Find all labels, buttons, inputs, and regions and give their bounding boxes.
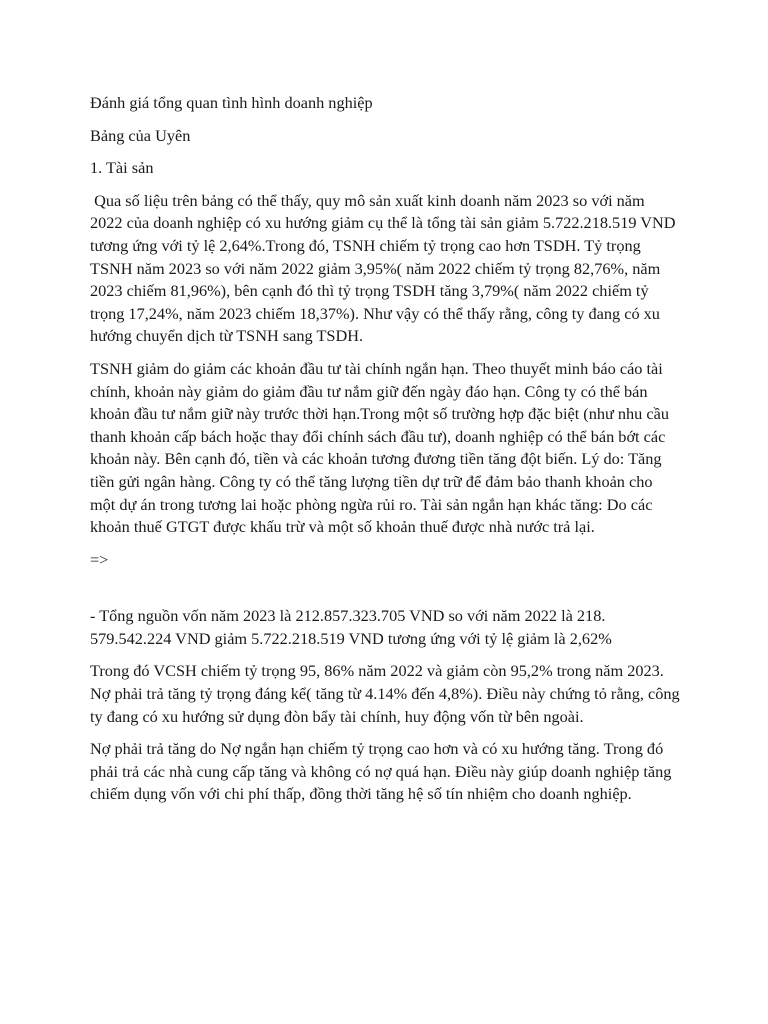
blank-line	[90, 581, 680, 605]
paragraph-short-term-assets: TSNH giảm do giảm các khoản đầu tư tài chính ngắn hạn. Theo thuyết minh báo cáo tài chính, khoản này giảm do giảm đầu tư nắm giữ đến ngày đáo hạn. Công ty có thể bán khoản đầu tư nắm giữ này trước thời hạn.Trong một số trường hợp đặc biệt (như nhu cầu thanh khoản cấp bách hoặc thay đổi chính sách đầu tư), doanh nghiệp có thể bán bớt các khoản này. Bên cạnh đó, tiền và các khoản tương đương tiền tăng đột biến. Lý do: Tăng tiền gửi ngân hàng. Công ty có thể tăng lượng tiền dự trữ để đảm bảo thanh khoản cho một dự án trong tương lai hoặc phòng ngừa rủi ro. Tài sản ngắn hạn khác tăng: Do các khoản thuế GTGT được khấu trừ và một số khoản thuế được nhà nước trả lại.	[90, 358, 669, 537]
author-line: Bảng của Uyên	[90, 125, 191, 145]
paragraph-total-capital: - Tổng nguồn vốn năm 2023 là 212.857.323.705 VND so với năm 2022 là 218. 579.542.224 VND giảm 5.722.218.519 VND tương ứng với tỷ lệ giảm là 2,62%	[90, 606, 612, 648]
section-heading-assets: 1. Tài sản	[90, 158, 154, 178]
document-page	[90, 92, 680, 816]
paragraph-liabilities-increase: Nợ phải trả tăng do Nợ ngắn hạn chiếm tỷ trọng cao hơn và có xu hướng tăng. Trong đó phải trả các nhà cung cấp tăng và không có nợ quá hạn. Điều này giúp doanh nghiệp tăng chiếm dụng vốn với chi phí thấp, đồng thời tăng hệ số tín nhiệm cho doanh nghiệp.	[90, 739, 672, 804]
paragraph-asset-overview: Qua số liệu trên bảng có thể thấy, quy mô sản xuất kinh doanh năm 2023 so với năm 2022 của doanh nghiệp có xu hướng giảm cụ thể là tổng tài sản giảm 5.722.218.519 VND tương ứng với tỷ lệ 2,64%.Trong đó, TSNH chiếm tỷ trọng cao hơn TSDH. Tỷ trọng TSNH năm 2023 so với năm 2022 giảm 3,95%( năm 2022 chiếm tỷ trọng 82,76%, năm 2023 chiếm 81,96%), bên cạnh đó thì tỷ trọng TSDH tăng 3,79%( năm 2022 chiếm tỷ trọng 17,24%, năm 2023 chiếm 18,37%). Như vậy có thể thấy rằng, công ty đang có xu hướng chuyển dịch từ TSNH sang TSDH.	[90, 190, 680, 346]
document-title: Đánh giá tổng quan tình hình doanh nghiệp	[90, 93, 373, 112]
arrow-conclusion: =>	[90, 549, 109, 569]
paragraph-equity-liabilities: Trong đó VCSH chiếm tỷ trọng 95, 86% năm 2022 và giảm còn 95,2% trong năm 2023. Nợ phải trả tăng tỷ trọng đáng kể( tăng từ 4.14% đến 4,8%). Điều này chứng tỏ rằng, công ty đang có xu hướng sử dụng đòn bẩy tài chính, huy động vốn từ bên ngoài.	[90, 661, 680, 726]
